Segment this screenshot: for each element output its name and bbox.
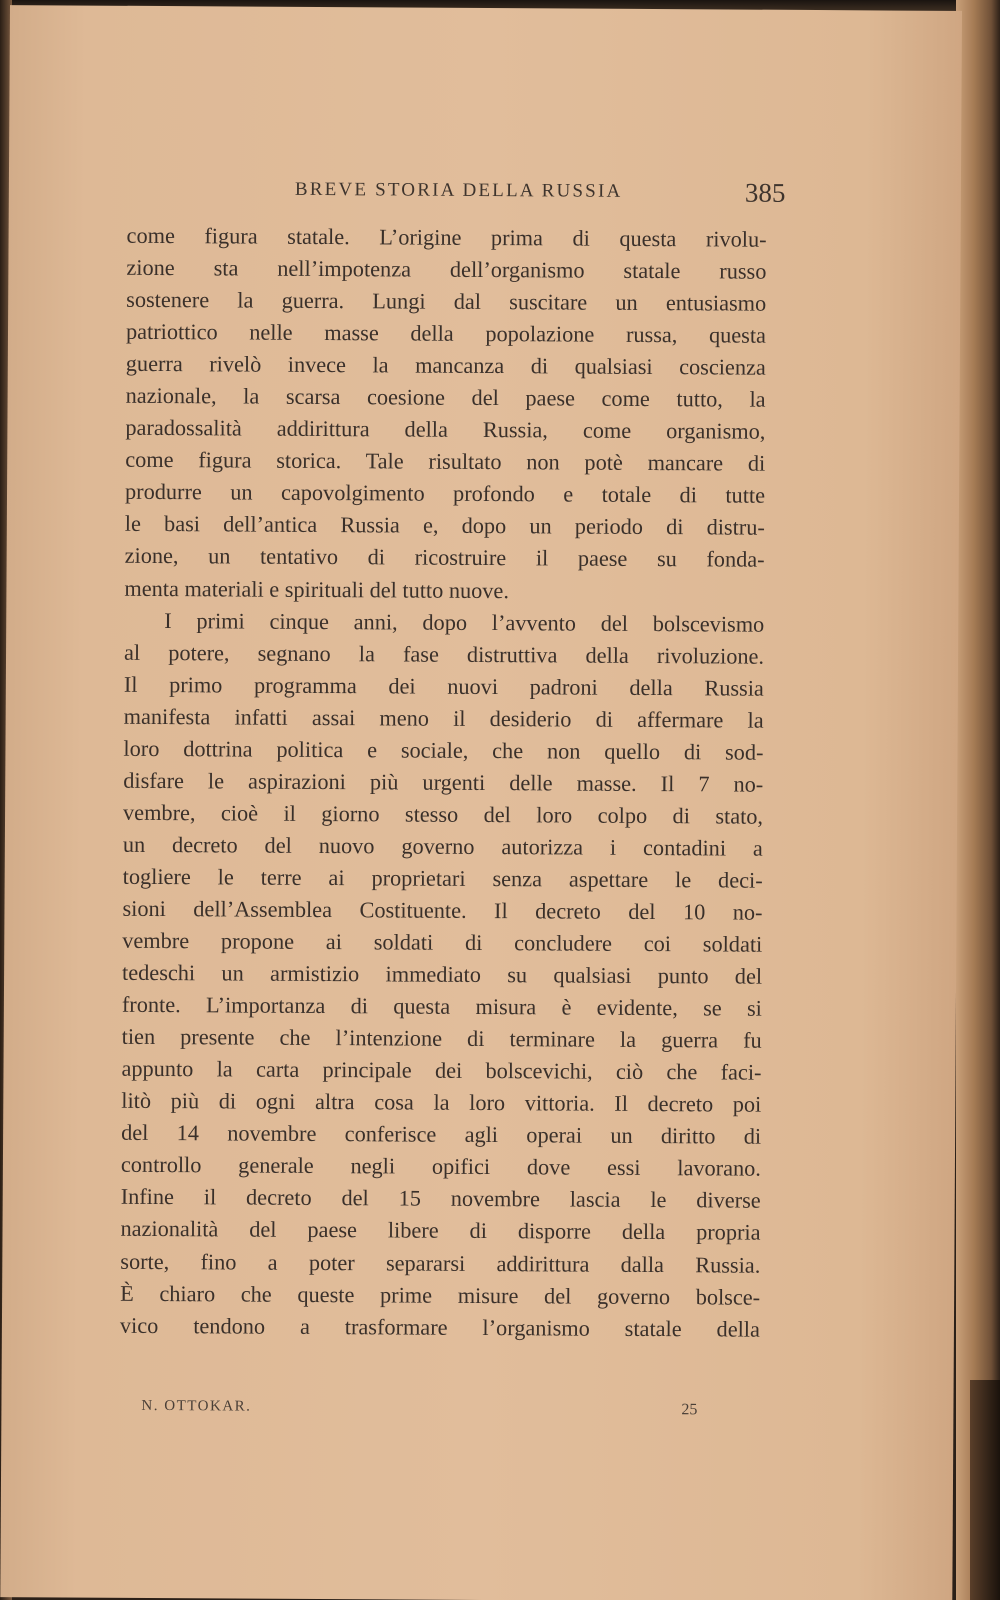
page-footer bbox=[131, 1394, 771, 1428]
text-line: guerra rivelò invece la mancanza di qualsiasi coscienza bbox=[125, 350, 766, 380]
book-page-edges bbox=[956, 0, 1000, 1600]
running-title: BREVE STORIA DELLA RUSSIA bbox=[294, 178, 623, 202]
text-line: come figura statale. L’origine prima di questa rivolu- bbox=[126, 222, 767, 252]
text-line: Il primo programma dei nuovi padroni della Russia bbox=[123, 671, 764, 701]
text-line: un decreto del nuovo governo autorizza i contadini a bbox=[122, 831, 763, 861]
text-line: È chiaro che queste prime misure del governo bolsce- bbox=[120, 1280, 761, 1310]
page-number: 385 bbox=[744, 177, 786, 208]
text-line: nazionale, la scarsa coesione del paese come tutto, la bbox=[125, 383, 766, 412]
page-header bbox=[285, 175, 786, 214]
text-line: fronte. L’importanza di questa misura è evidente, se si bbox=[121, 991, 762, 1021]
text-line: sostenere la guerra. Lungi dal suscitare un entusiasmo bbox=[126, 286, 767, 316]
text-line: manifesta infatti assai meno il desiderio di affermare la bbox=[123, 703, 764, 733]
text-line: zione sta nell’impotenza dell’organismo statale russo bbox=[126, 254, 767, 284]
text-line: controllo generale negli opifici dove essi lavorano. bbox=[120, 1152, 761, 1182]
text-line: togliere le terre ai proprietari senza aspettare le deci- bbox=[122, 863, 763, 893]
text-line: litò più di ogni altra cosa la loro vittoria. Il decreto poi bbox=[121, 1088, 762, 1117]
text-line: Infine il decreto del 15 novembre lascia le diverse bbox=[120, 1184, 761, 1214]
signature-mark: 25 bbox=[681, 1401, 698, 1419]
text-line: tedeschi un armistizio immediato su qualsiasi punto del bbox=[122, 959, 763, 989]
printer-signature: N. OTTOKAR. bbox=[141, 1397, 252, 1415]
text-line: le basi dell’antica Russia e, dopo un periodo di distru- bbox=[124, 511, 765, 541]
text-line: zione, un tentativo di ricostruire il paese su fonda- bbox=[124, 543, 765, 573]
text-line: vembre propone ai soldati di concludere coi soldati bbox=[122, 927, 763, 957]
text-line: disfare le aspirazioni più urgenti delle masse. Il 7 no- bbox=[123, 767, 764, 797]
text-line: vembre, cioè il giorno stesso del loro colpo di stato, bbox=[123, 799, 764, 829]
text-line: tien presente che l’intenzione di terminare la guerra fu bbox=[121, 1023, 762, 1053]
text-line: al potere, segnano la fase distruttiva della rivoluzione. bbox=[123, 639, 765, 669]
text-line: menta materiali e spirituali del tutto nuove. bbox=[124, 575, 510, 603]
book-cover-corner bbox=[970, 1380, 1000, 1600]
page-body-text bbox=[120, 220, 767, 1346]
text-line: sorte, fino a poter separarsi addirittura dalla Russia. bbox=[120, 1248, 761, 1278]
text-line: patriottico nelle masse della popolazione russa, questa bbox=[125, 318, 767, 348]
text-line: vico tendono a trasformare l’organismo statale della bbox=[119, 1312, 761, 1342]
text-line: appunto la carta principale dei bolscevichi, ciò che faci- bbox=[121, 1056, 762, 1085]
text-line: paradossalità addirittura della Russia, come organismo, bbox=[125, 415, 766, 444]
text-line: sioni dell’Assemblea Costituente. Il decreto del 10 no- bbox=[122, 895, 763, 925]
text-line: loro dottrina politica e sociale, che non quello di sod- bbox=[123, 735, 764, 765]
text-line: produrre un capovolgimento profondo e totale di tutte bbox=[124, 479, 766, 509]
text-line: del 14 novembre conferisce agli operai un diritto di bbox=[121, 1120, 762, 1150]
book-page bbox=[0, 5, 962, 1600]
text-line: come figura storica. Tale risultato non potè mancare di bbox=[125, 447, 766, 477]
text-line: nazionalità del paese libere di disporre della propria bbox=[120, 1216, 761, 1246]
paragraph-start-line: I primi cinque anni, dopo l’avvento del bolscevismo bbox=[164, 607, 765, 637]
